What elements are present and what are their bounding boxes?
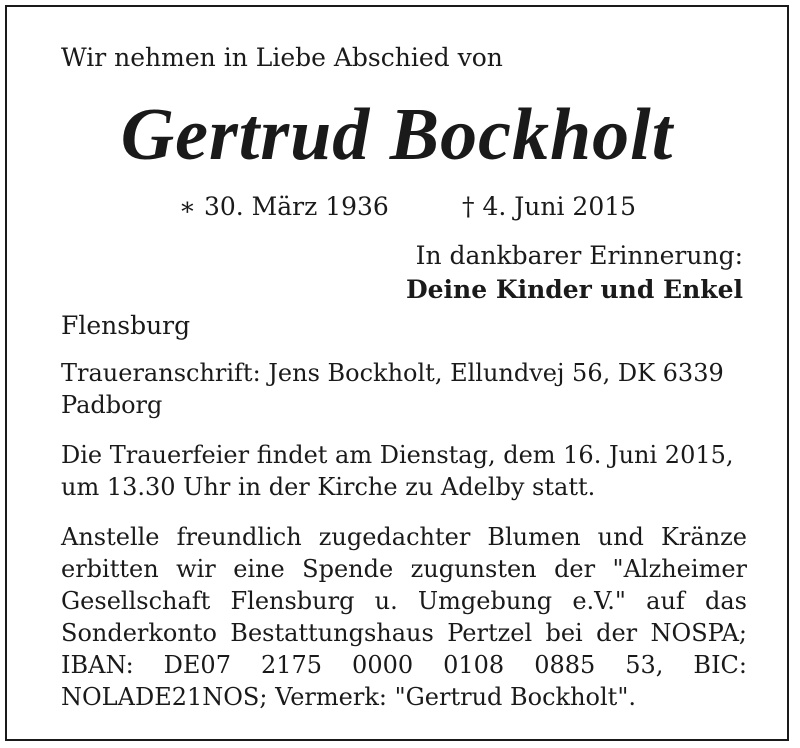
- mourning-address: Traueranschrift: Jens Bockholt, Ellundvej 56, DK 6339 Padborg: [61, 359, 724, 419]
- remembrance-block: [406, 239, 743, 307]
- death-date: † 4. Juni 2015: [462, 192, 637, 221]
- remembrance-line: In dankbarer Erinnerung:: [415, 241, 743, 270]
- ceremony-info: Die Trauerfeier findet am Dienstag, dem 16. Juni 2015, um 13.30 Uhr in der Kirche zu Adelby statt.: [61, 441, 734, 501]
- obituary-notice: [5, 5, 789, 741]
- family-signature: Deine Kinder und Enkel: [405, 275, 743, 304]
- deceased-name: Gertrud Bockholt: [120, 94, 674, 176]
- donation-request: Anstelle freundlich zugedachter Blumen und Kränze erbitten wir eine Spende zugunsten der "Alzheimer Gesellschaft Flensburg u. Umgebung e.V." auf das Sonderkonto Bestattungshaus Pertzel bei der NOSPA; IBAN: DE07 2175 0000 0108 0885 53, BIC: NOLADE21NOS; Vermerk: "Gertrud Bockholt".: [61, 523, 747, 711]
- intro-line: Wir nehmen in Liebe Abschied von: [61, 43, 503, 72]
- place-name: Flensburg: [61, 311, 191, 340]
- birth-date: ∗ 30. März 1936: [179, 192, 389, 221]
